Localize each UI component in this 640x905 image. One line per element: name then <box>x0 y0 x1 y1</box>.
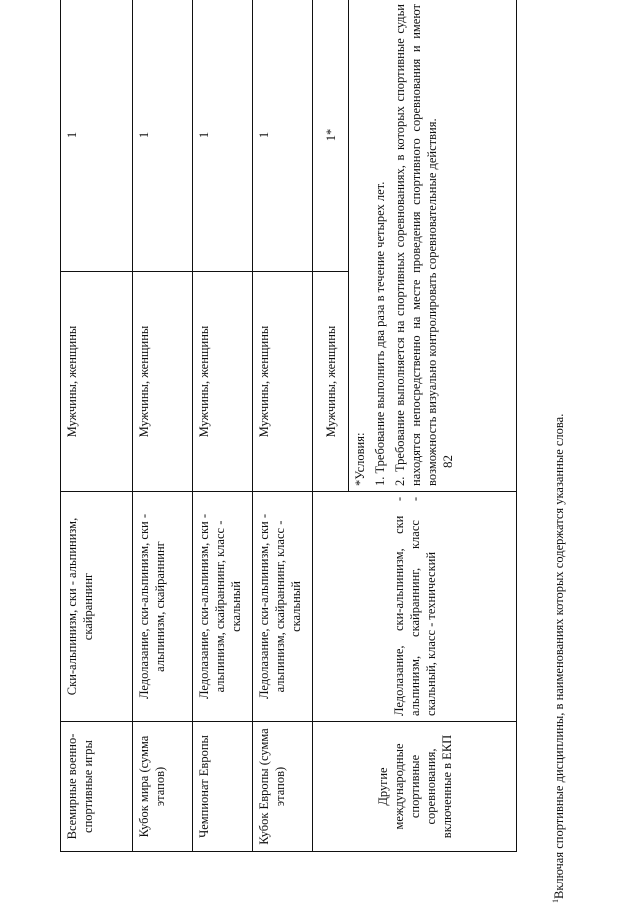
conditions-cell <box>349 0 517 492</box>
requirements-table <box>60 0 517 852</box>
competition-cell: Другие международные спортивные соревнования, включенные в ЕКП <box>313 722 517 852</box>
competition-cell: Кубок мира (сумма этапов) <box>133 722 193 852</box>
disciplines-cell: Ледолазание, ски-альпинизм, ски - альпинизм, скайраннинг, класс - скальный, класс - технический <box>313 492 517 722</box>
conditions-title: *Условия: <box>353 432 367 486</box>
gender-cell: Мужчины, женщины <box>133 272 193 492</box>
competition-cell: Всемирные военно-спортивные игры <box>61 722 133 852</box>
disciplines-cell: Ледолазание, ски-альпинизм, ски - альпинизм, скайраннинг <box>133 492 193 722</box>
number-cell: 1 <box>253 0 313 272</box>
gender-cell: Мужчины, женщины <box>253 272 313 492</box>
condition-item: 1. Требование выполнить два раза в течение четырех лет. <box>373 181 387 486</box>
number-cell: 1 <box>193 0 253 272</box>
competition-cell: Кубок Европы (сумма этапов) <box>253 722 313 852</box>
table-row <box>253 0 313 852</box>
table-row <box>193 0 253 852</box>
disciplines-cell: Ледолазание, ски-альпинизм, ски - альпинизм, скайраннинг, класс - скальный <box>193 492 253 722</box>
disciplines-cell: Ски-альпинизм, ски - альпинизм, скайраннинг <box>61 492 133 722</box>
number-cell: 1 <box>61 0 133 272</box>
table-row <box>61 0 133 852</box>
number-cell: 1 <box>133 0 193 272</box>
footnote <box>551 414 567 903</box>
gender-cell: Мужчины, женщины <box>61 272 133 492</box>
page-number: 82 <box>440 455 455 468</box>
disciplines-cell: Ледолазание, ски-альпинизм, ски - альпинизм, скайраннинг, класс - скальный <box>253 492 313 722</box>
gender-cell: Мужчины, женщины <box>313 272 349 492</box>
footnote-marker: 1 <box>551 899 560 903</box>
table-row <box>313 0 349 852</box>
footnote-text: Включая спортивные дисциплины, в наименованиях которых содержатся указанные слова. <box>552 413 567 899</box>
condition-item: 2. Требование выполняется на спортивных соревнованиях, в которых спортивные судьи находятся непосредственно на месте проведения спортивного соревнования и имеют возможность визуально контролировать соревновательные действия. <box>393 4 439 486</box>
gender-cell: Мужчины, женщины <box>193 272 253 492</box>
table-row <box>133 0 193 852</box>
number-cell: 1* <box>313 0 349 272</box>
competition-cell: Чемпионат Европы <box>193 722 253 852</box>
